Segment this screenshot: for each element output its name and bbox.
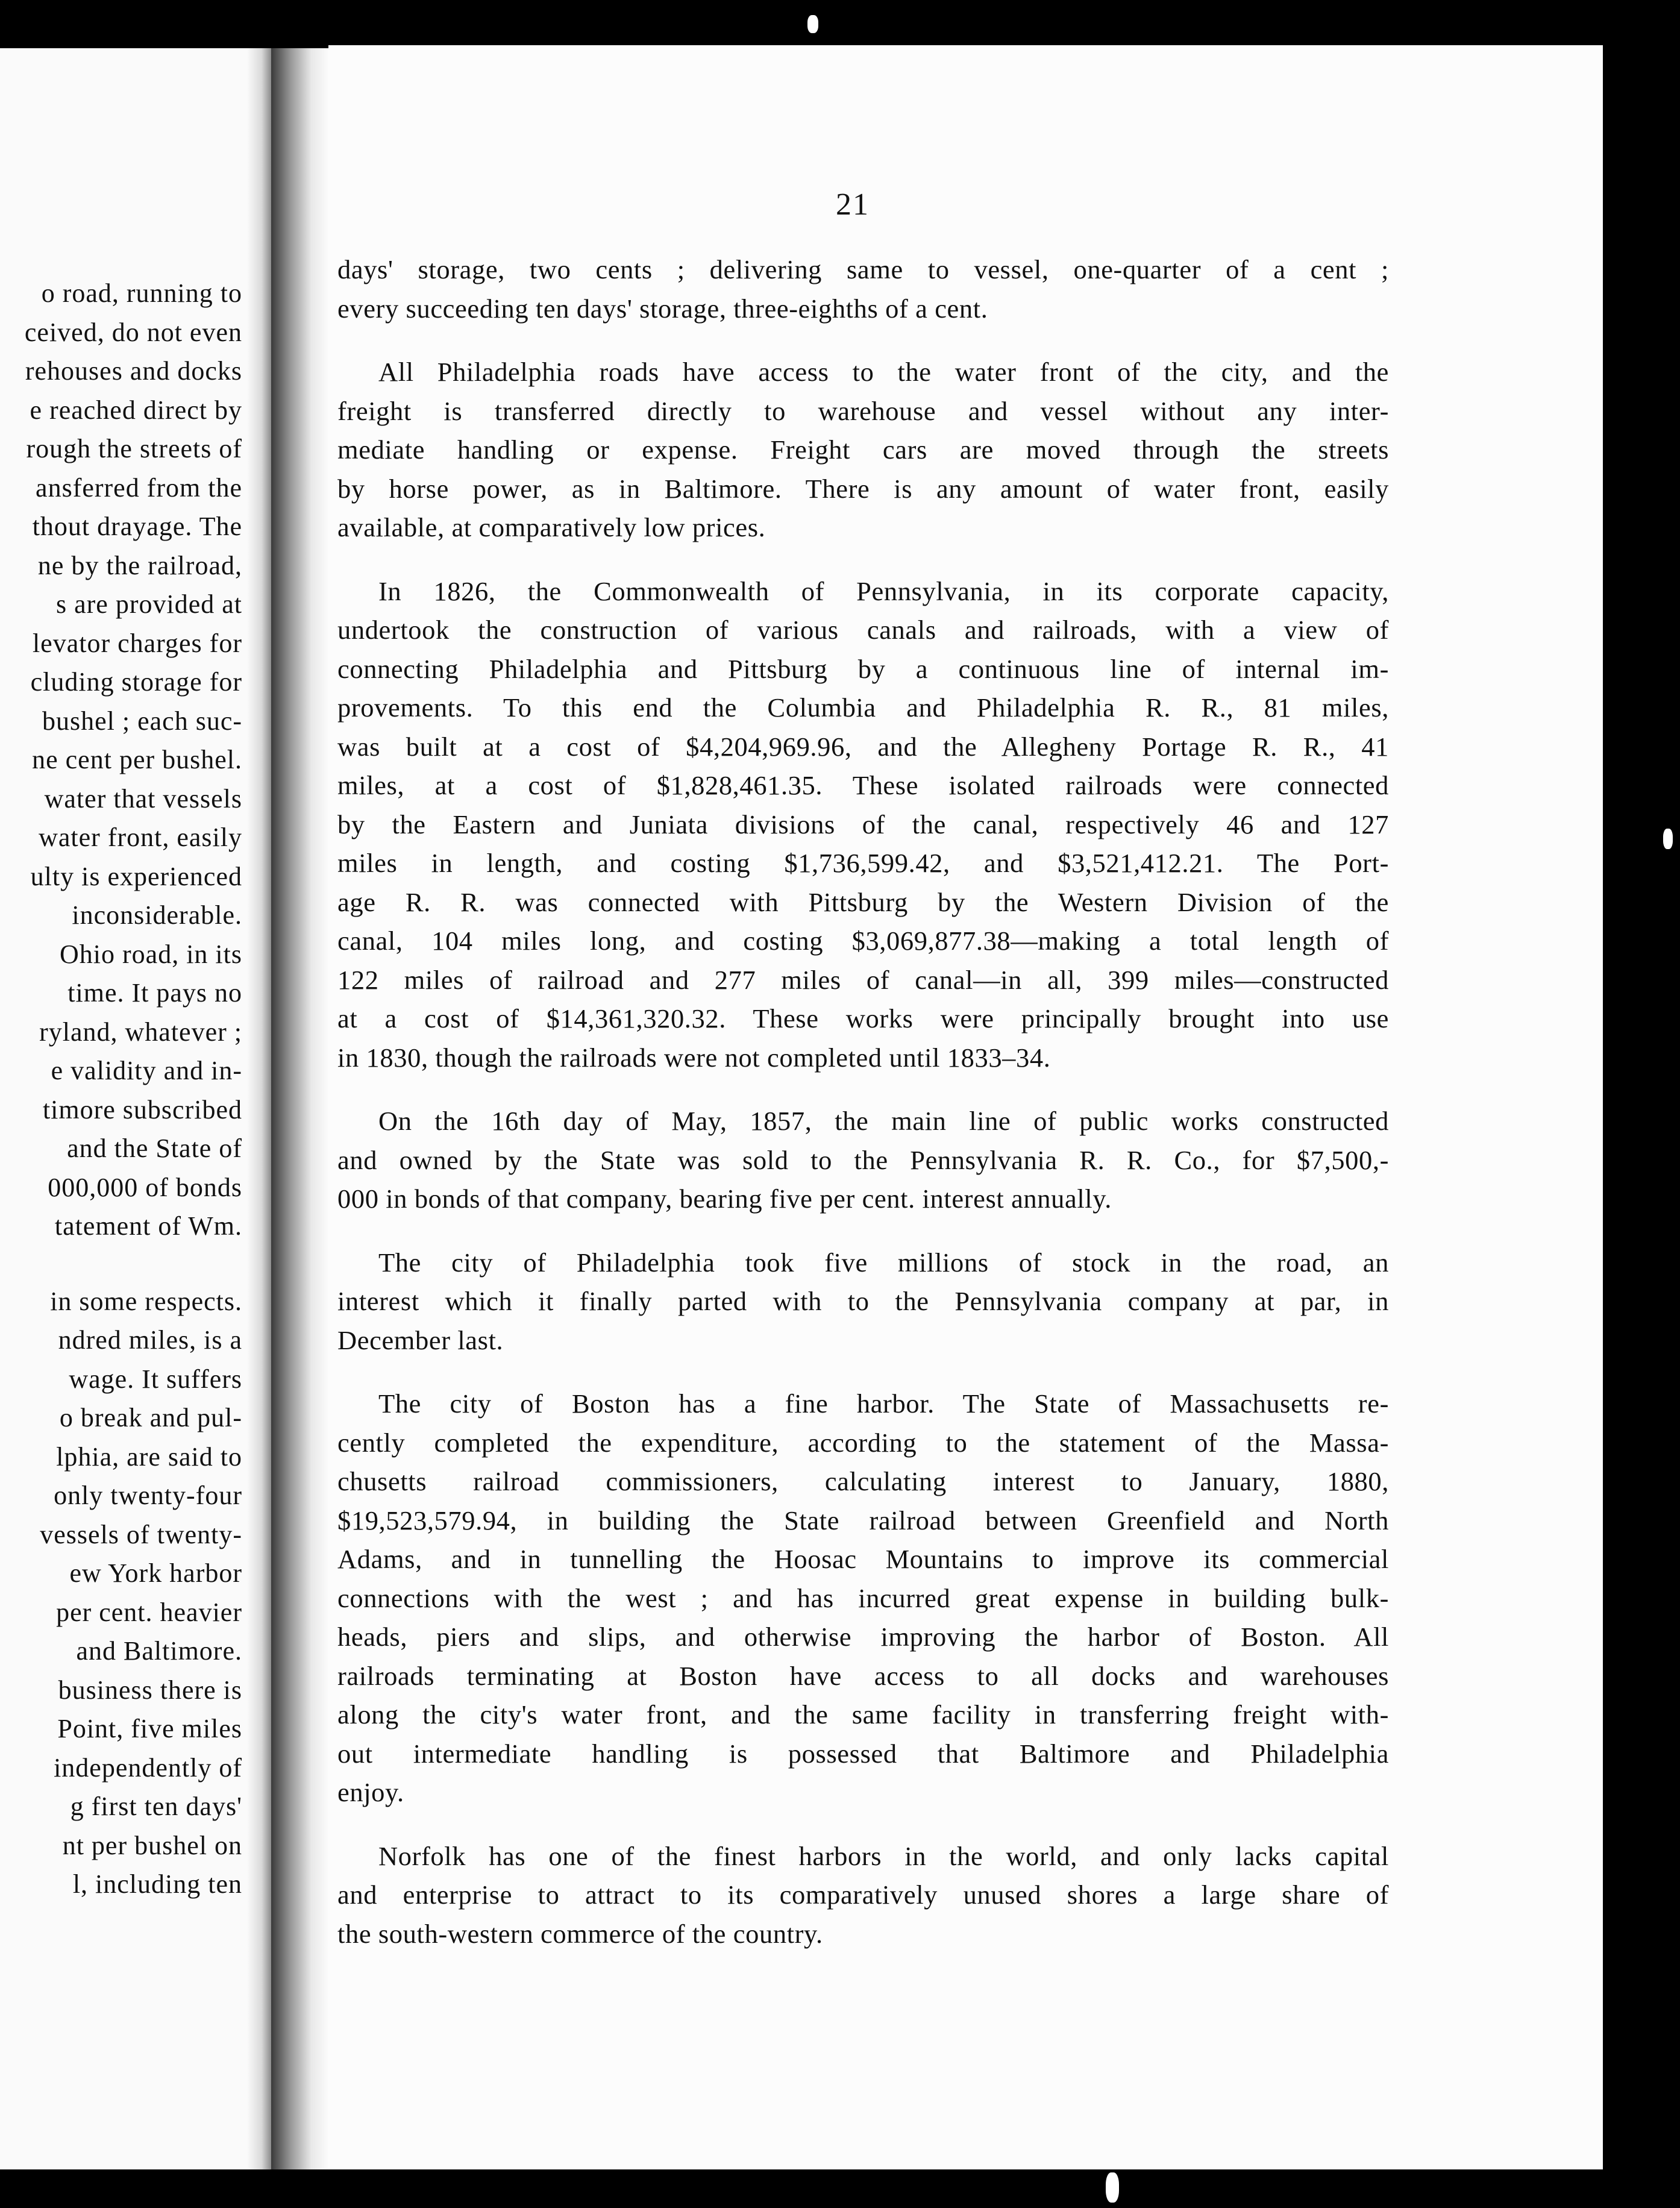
previous-page-line: bushel ; each suc- — [42, 706, 242, 736]
previous-page-line — [0, 1246, 242, 1282]
text-line: along the city's water front, and the same facility in transferring freight with- — [337, 1699, 1389, 1730]
paragraph — [337, 1384, 1389, 1812]
text-line: freight is transferred directly to warehouse and vessel without any inter- — [337, 395, 1389, 426]
paragraph-spacer — [337, 1218, 1389, 1243]
previous-page-line: independently of — [54, 1752, 242, 1783]
previous-page-line: per cent. heavier — [56, 1597, 242, 1627]
text-line: in 1830, though the railroads were not completed until 1833–34. — [337, 1042, 1051, 1073]
text-line: age R. R. was connected with Pittsburg by the Western Division of the — [337, 886, 1389, 917]
previous-page-line: water that vessels — [44, 783, 242, 814]
previous-page-line: e reached direct by — [30, 395, 242, 425]
paragraph — [337, 1243, 1389, 1360]
paragraph — [337, 353, 1389, 547]
text-line: days' storage, two cents ; delivering same to vessel, one-quarter of a cent ; — [337, 254, 1389, 284]
previous-page-line: thout drayage. The — [32, 512, 242, 541]
previous-page-line: lphia, are said to — [56, 1441, 242, 1472]
previous-page-line: ne cent per bushel. — [32, 745, 242, 774]
book-fold — [271, 48, 328, 2169]
paragraph-spacer — [337, 1077, 1389, 1102]
previous-page-line: ansferred from the — [36, 472, 242, 503]
text-line: chusetts railroad commissioners, calculating interest to January, 1880, — [337, 1466, 1389, 1496]
previous-page-line: s are provided at — [56, 589, 242, 619]
text-line: connecting Philadelphia and Pittsburg by a continuous line of internal im- — [337, 653, 1389, 684]
text-line: connections with the west ; and has incurred great expense in building bulk- — [337, 1582, 1389, 1613]
paragraph-spacer — [337, 328, 1389, 353]
previous-page-line: only twenty-four — [54, 1481, 242, 1510]
text-line: and enterprise to attract to its comparatively unused shores a large share of — [337, 1880, 1389, 1910]
text-line: undertook the construction of various canals and railroads, with a view of — [337, 615, 1389, 645]
text-line: by the Eastern and Juniata divisions of the canal, respectively 46 and 127 — [337, 809, 1389, 839]
scan-speck — [807, 15, 818, 33]
previous-page-line: nt per bushel on — [62, 1830, 242, 1860]
previous-page-line: and the State of — [67, 1134, 242, 1163]
text-line: by horse power, as in Baltimore. There is any amount of water front, easily — [337, 473, 1389, 504]
paragraph — [337, 572, 1389, 1077]
previous-page-line: ne by the railroad, — [37, 550, 242, 580]
previous-page-line: o road, running to — [41, 278, 242, 308]
text-line: Adams, and in tunnelling the Hoosac Mountains to improve its commercial — [337, 1544, 1389, 1574]
page-gutter-shadow — [247, 48, 271, 2169]
paragraph-spacer — [337, 1360, 1389, 1384]
previous-page-line: ew York harbor — [69, 1558, 242, 1588]
previous-page-line: ceived, do not even — [24, 317, 242, 347]
text-line: available, at comparatively low prices. — [337, 512, 766, 542]
previous-page-line: o break and pul- — [59, 1403, 242, 1432]
text-line: canal, 104 miles long, and costing $3,069,877.38—making a total length of — [337, 926, 1389, 956]
previous-page-line: g first ten days' — [70, 1792, 242, 1821]
scan-speck — [1106, 2172, 1119, 2203]
current-page — [328, 45, 1603, 2169]
text-line: The city of Boston has a fine harbor. The State of Massachusetts re- — [378, 1388, 1389, 1419]
text-line: miles, at a cost of $1,828,461.35. These isolated railroads were connected — [337, 770, 1389, 800]
text-line: railroads terminating at Boston have access to all docks and warehouses — [337, 1660, 1389, 1691]
text-line: miles in length, and costing $1,736,599.42, and $3,521,412.21. The Port- — [337, 848, 1389, 878]
text-line: 122 miles of railroad and 277 miles of canal—in all, 399 miles—constructed — [337, 964, 1389, 995]
previous-page-line: Ohio road, in its — [60, 939, 242, 969]
text-line: mediate handling or expense. Freight cars are moved through the streets — [337, 434, 1389, 465]
scan-speck — [1663, 829, 1673, 849]
previous-page-line: rehouses and docks — [25, 356, 242, 386]
text-line: In 1826, the Commonwealth of Pennsylvania, in its corporate capacity, — [378, 576, 1389, 606]
previous-page-line: inconsiderable. — [72, 900, 242, 930]
text-line: out intermediate handling is possessed that Baltimore and Philadelphia — [337, 1738, 1389, 1769]
previous-page-line: l, including ten — [72, 1869, 242, 1899]
previous-page-line: ulty is experienced — [30, 861, 242, 891]
paragraph-spacer — [337, 1812, 1389, 1837]
previous-page-line: rough the streets of — [26, 434, 242, 463]
text-line: cently completed the expenditure, according to the statement of the Massa- — [337, 1427, 1389, 1458]
previous-page-line: in some respects. — [50, 1286, 242, 1316]
text-line: and owned by the State was sold to the Pennsylvania R. R. Co., for $7,500,- — [337, 1144, 1389, 1175]
previous-page-line: business there is — [58, 1675, 242, 1705]
previous-page-line: 000,000 of bonds — [48, 1172, 242, 1202]
previous-page-line: levator charges for — [32, 628, 242, 658]
paragraph-spacer — [337, 547, 1389, 572]
text-line: heads, piers and slips, and otherwise improving the harbor of Boston. All — [337, 1622, 1389, 1652]
text-line: the south-western commerce of the country. — [337, 1918, 823, 1949]
page-body-text — [337, 250, 1389, 1953]
previous-page-line: time. It pays no — [67, 978, 242, 1008]
text-line: The city of Philadelphia took five millions of stock in the road, an — [378, 1247, 1389, 1278]
previous-page-line: tatement of Wm. — [54, 1211, 242, 1241]
previous-page-line: e validity and in- — [51, 1056, 242, 1085]
text-line: enjoy. — [337, 1777, 404, 1807]
text-line: Norfolk has one of the finest harbors in the world, and only lacks capital — [378, 1840, 1389, 1871]
text-line: every succeeding ten days' storage, three-eighths of a cent. — [337, 293, 988, 324]
text-line: interest which it finally parted with to the Pennsylvania company at par, in — [337, 1286, 1389, 1316]
text-line: 000 in bonds of that company, bearing five per cent. interest annually. — [337, 1184, 1112, 1214]
previous-page-line: and Baltimore. — [76, 1636, 242, 1666]
previous-page-line: wage. It suffers — [69, 1364, 242, 1394]
text-line: All Philadelphia roads have access to the water front of the city, and the — [378, 357, 1389, 387]
previous-page-line: ndred miles, is a — [58, 1325, 242, 1355]
paragraph — [337, 250, 1389, 328]
paragraph — [337, 1837, 1389, 1954]
page-number: 21 — [836, 187, 870, 222]
paragraph — [337, 1102, 1389, 1218]
previous-page-line: vessels of twenty- — [40, 1519, 242, 1549]
text-line: provements. To this end the Columbia and Philadelphia R. R., 81 miles, — [337, 692, 1389, 723]
text-line: On the 16th day of May, 1857, the main line of public works constructed — [378, 1106, 1389, 1136]
text-line: at a cost of $14,361,320.32. These works were principally brought into use — [337, 1003, 1389, 1033]
previous-page-line: Point, five miles — [57, 1714, 242, 1743]
text-line: December last. — [337, 1325, 504, 1355]
previous-page-fragment — [0, 48, 271, 2169]
previous-page-line: water front, easily — [39, 823, 242, 852]
previous-page-line: timore subscribed — [42, 1094, 242, 1124]
previous-page-line: ryland, whatever ; — [39, 1017, 242, 1047]
previous-page-line: cluding storage for — [30, 667, 242, 697]
text-line: $19,523,579.94, in building the State railroad between Greenfield and North — [337, 1505, 1389, 1535]
text-line: was built at a cost of $4,204,969.96, and the Allegheny Portage R. R., 41 — [337, 731, 1389, 762]
previous-page-text — [0, 274, 242, 1904]
